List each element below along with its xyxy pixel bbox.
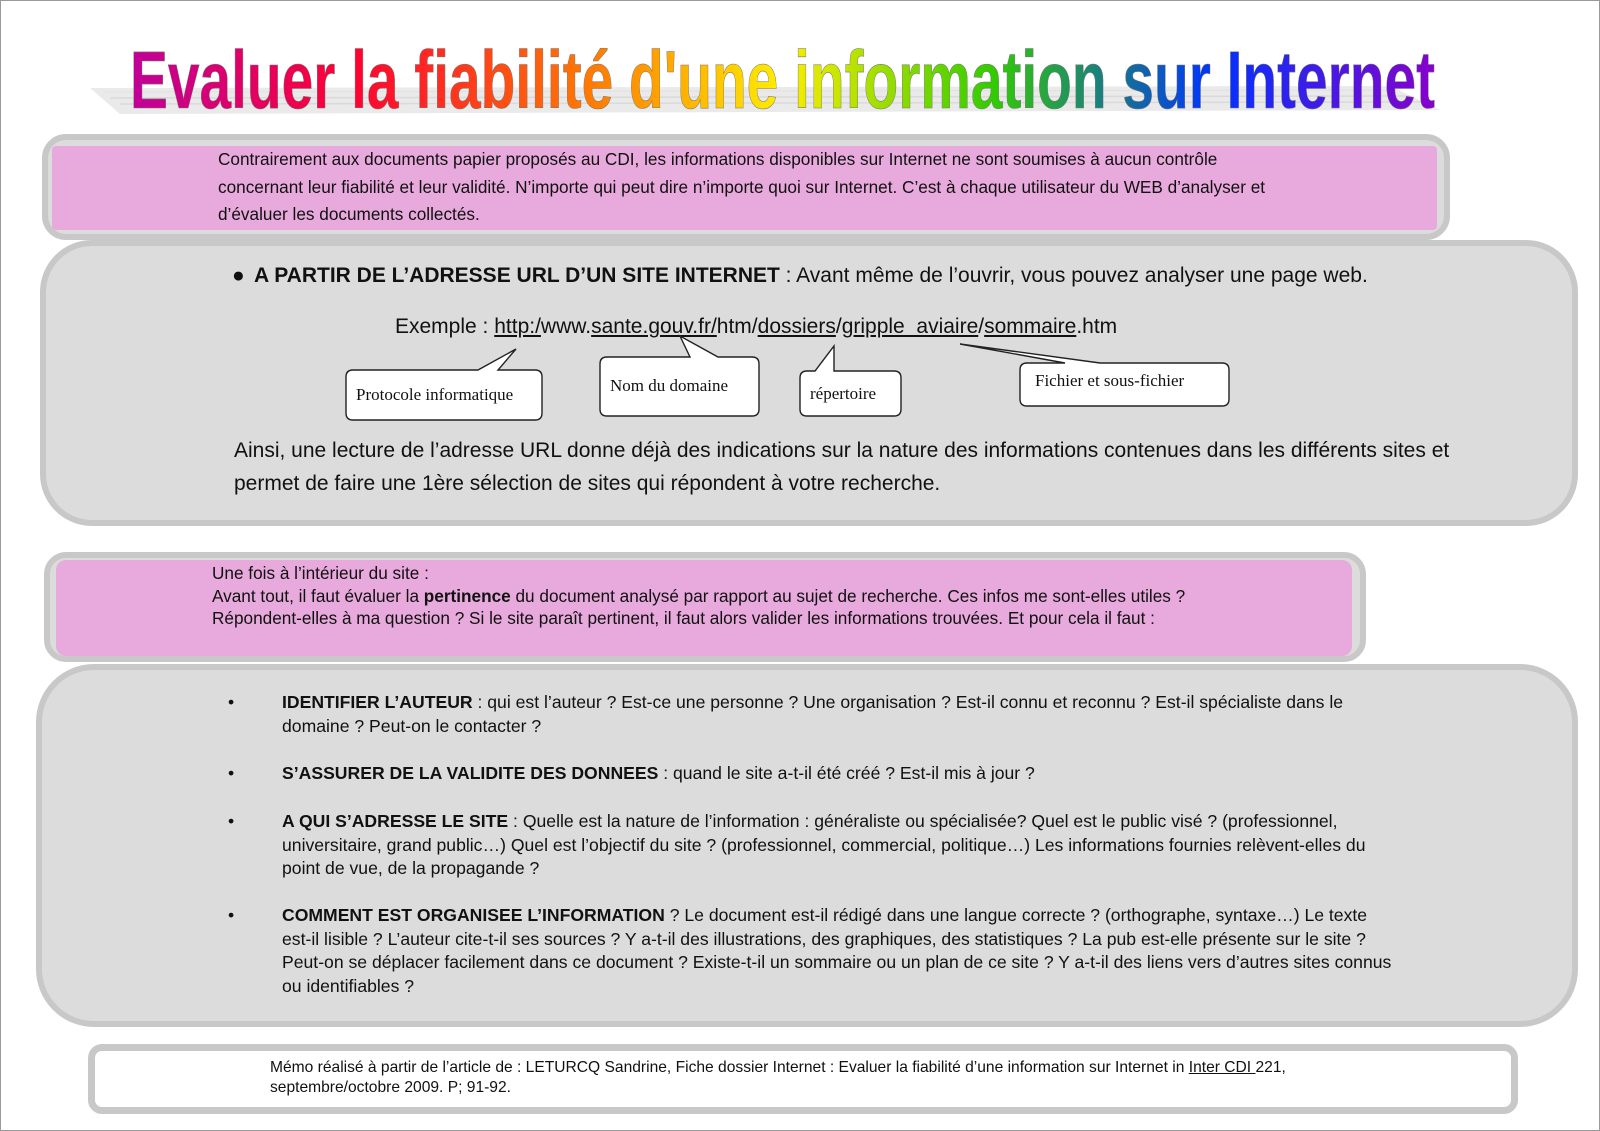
bullet: ● — [232, 264, 245, 287]
url-slash: / — [835, 315, 842, 338]
callout-protocol-label: Protocole informatique — [356, 385, 514, 404]
inside-line1: Une fois à l’intérieur du site : — [212, 563, 429, 583]
url-slash: / — [978, 315, 985, 338]
url-subdirectory[interactable]: gripple_aviaire — [841, 315, 979, 338]
callout-domain-label: Nom du domaine — [610, 376, 729, 395]
url-htm: htm/ — [716, 315, 758, 338]
url-protocol[interactable]: http:/ — [494, 315, 541, 338]
pertinence-keyword: pertinence — [423, 585, 511, 606]
criterion-title: A QUI S’ADRESSE LE SITE — [282, 811, 509, 831]
criterion-title: IDENTIFIER L’AUTEUR — [282, 692, 473, 712]
url-www: www. — [540, 315, 592, 338]
bullet: • — [228, 763, 235, 783]
callout-domain — [600, 336, 759, 416]
criterion-audience — [282, 810, 1392, 881]
criterion-text: : quand le site a-t-il été créé ? Est-il mis à jour ? — [658, 763, 1035, 783]
url-heading-text: : Avant même de l’ouvrir, vous pouvez analyser une page web. — [779, 264, 1368, 287]
callout-directory — [800, 346, 901, 416]
memo-text: Mémo réalisé à partir de l’article de : LETURCQ Sandrine, Fiche dossier Internet : Evaluer la fiabilité d’une information sur Internet in Inter CDI 221, septembre/octobre 2009. P; 91-92. — [270, 1059, 1286, 1096]
url-extension: .htm — [1076, 315, 1118, 338]
example-label: Exemple : — [395, 315, 495, 338]
criterion-text: ? Le document est-il rédigé dans une langue correcte ? (orthographe, syntaxe…) Le texte est-il lisible ? L’auteur cite-t-il ses sources ? Y a-t-il des illustrations, des graphiques, des statistiques ? La pub est-elle présente sur le site ? Peut-on se déplacer facilement dans ce document ? Existe-t-il un sommaire ou un plan de ce site ? Y a-t-il des liens vers d’autres sites connus ou identifiables ? — [282, 905, 1392, 996]
intro-text: Contrairement aux documents papier proposés au CDI, les informations disponibles sur Internet ne sont soumises à aucun contrôle concernant leur fiabilité et leur validité. N’importe qui peut dire n’importe quoi sur Internet. C’est à chaque utilisateur du WEB d’analyser et d’évaluer les documents collectés. — [218, 149, 1266, 224]
memo-source-link[interactable]: Inter CDI — [1188, 1059, 1256, 1076]
url-file[interactable]: sommaire — [984, 315, 1077, 338]
bullet: • — [228, 905, 235, 925]
criterion-title: COMMENT EST ORGANISEE L’INFORMATION — [282, 905, 665, 925]
bullet: • — [228, 692, 235, 712]
url-directory[interactable]: dossiers — [757, 315, 836, 338]
criterion-text: : Quelle est la nature de l’information : généraliste ou spécialisée? Quel est le public visé ? (professionnel, universitaire, grand public…) Quel est l’objectif du site ? (professionnel, commercial, politique…) Les informations fournies relèvent-elles du point de vue, de la propagande ? — [282, 811, 1366, 878]
url-heading-title: A PARTIR DE L’ADRESSE URL D’UN SITE INTERNET — [254, 264, 780, 287]
criterion-author — [282, 691, 1392, 738]
inside-text — [212, 562, 1212, 630]
callout-file — [960, 344, 1229, 406]
url-domain[interactable]: sante.gouv.fr/ — [591, 315, 717, 338]
url-conclusion: Ainsi, une lecture de l’adresse URL donne déjà des indications sur la nature des informations contenues dans les différents sites et permet de faire une 1ère sélection de sites qui répondent à votre recherche. — [234, 439, 1450, 495]
callout-protocol — [346, 349, 542, 420]
criterion-text: : qui est l’auteur ? Est-ce une personne ? Une organisation ? Est-il connu et reconnu ? Est-il spécialiste dans le domaine ? Peut-on le contacter ? — [282, 692, 1344, 736]
bullet: • — [228, 811, 235, 831]
criterion-organisation — [282, 904, 1392, 998]
criterion-validity — [282, 762, 1392, 786]
callout-directory-label: répertoire — [810, 384, 877, 403]
title-text: Evaluer la fiabilité d'une information sur Internet — [130, 35, 1435, 126]
callout-file-label: Fichier et sous-fichier — [1035, 371, 1185, 390]
inside-line2: Avant tout, il faut évaluer la pertinence du document analysé par rapport au sujet de recherche. Ces infos me sont-elles utiles ? Répondent-elles à ma question ? Si le site paraît pertinent, il faut alors valider les informations trouvées. Et pour cela il faut : — [212, 585, 1186, 628]
criterion-title: S’ASSURER DE LA VALIDITE DES DONNEES — [282, 763, 659, 783]
